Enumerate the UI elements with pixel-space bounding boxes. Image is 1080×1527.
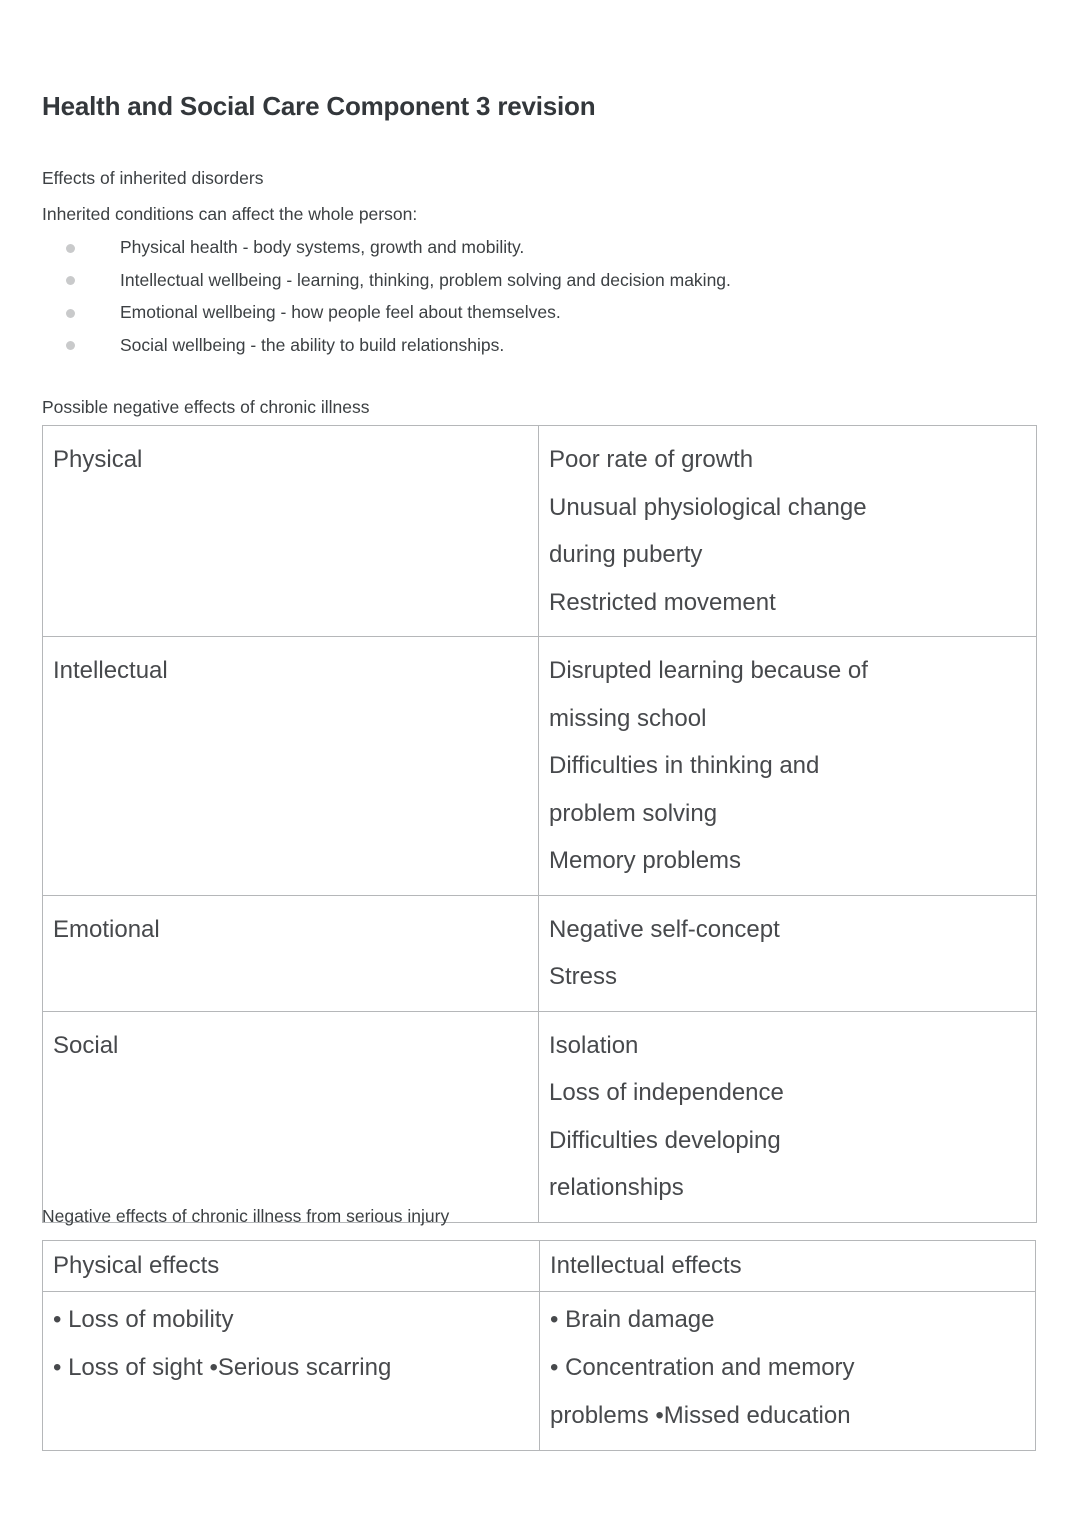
table-row [43,426,1037,637]
effect-line: Restricted movement [549,588,776,616]
bullet-dot-icon [66,309,75,318]
effect-line: • Loss of mobility [53,1306,234,1333]
serious-injury-caption: Negative effects of chronic illness from serious injury [42,1206,450,1226]
column-header: Physical effects [53,1252,220,1279]
table-row [43,1011,1037,1222]
effect-line: Unusual physiological change [549,493,867,521]
table-cell-category [43,637,539,896]
list-item [42,329,1022,362]
effect-line: Memory problems [549,847,742,874]
list-item-label: Intellectual wellbeing - learning, thinking, problem solving and decision making. [120,269,731,290]
table-cell-effects [539,895,1037,1011]
list-item [42,296,1022,329]
effect-line: problems •Missed education [550,1402,851,1429]
effect-line: Loss of independence [549,1079,784,1106]
effect-line: • Brain damage [550,1306,715,1333]
serious-injury-table [42,1240,1036,1451]
table-header-cell-physical [43,1241,540,1292]
table-cell-effects [539,426,1037,637]
table-cell-intellectual-effects [540,1292,1036,1451]
list-item-label: Emotional wellbeing - how people feel about themselves. [120,302,561,322]
category-label: Physical [53,446,143,473]
effect-line: Poor rate of growth [549,446,754,473]
table-row [43,637,1037,896]
table-row [43,1292,1036,1451]
list-item [42,264,1022,297]
effect-line: • Loss of sight •Serious scarring [53,1354,392,1381]
table-header-cell-intellectual [540,1241,1036,1292]
list-item [42,231,1022,264]
bullet-dot-icon [66,276,75,285]
effect-line: Stress [549,963,618,990]
intro-heading: Effects of inherited disorders [42,168,264,188]
intro-lead-in: Inherited conditions can affect the whole person: [42,204,418,224]
effect-line: • Concentration and memory [550,1354,855,1381]
effect-line: during puberty [549,541,703,568]
table-cell-effects [539,1011,1037,1222]
list-item-label: Social wellbeing - the ability to build relationships. [120,334,505,355]
list-item-label: Physical health - body systems, growth and mobility. [120,237,525,257]
effect-line: Difficulties developing [549,1126,781,1154]
table-cell-category [43,1011,539,1222]
effect-line: Difficulties in thinking and [549,752,820,779]
effect-line: relationships [549,1174,684,1201]
effect-line: missing school [549,704,707,732]
category-label: Intellectual [53,657,168,684]
inherited-effects-list [42,231,1022,361]
table-cell-physical-effects [43,1292,540,1451]
intro-block [42,160,1022,232]
bullet-dot-icon [66,244,75,253]
bullet-dot-icon [66,341,75,350]
chronic-illness-caption: Possible negative effects of chronic illness [42,397,370,417]
column-header: Intellectual effects [550,1252,742,1279]
effect-line: Isolation [549,1031,639,1059]
chronic-illness-table [42,425,1037,1223]
category-label: Social [53,1031,119,1059]
table-row [43,895,1037,1011]
table-cell-category [43,895,539,1011]
table-cell-category [43,426,539,637]
table-cell-effects [539,637,1037,896]
effect-line: Negative self-concept [549,915,780,943]
page-title: Health and Social Care Component 3 revision [42,91,596,122]
effect-line: Disrupted learning because of [549,657,868,684]
category-label: Emotional [53,915,160,943]
table-header-row [43,1241,1036,1292]
effect-line: problem solving [549,799,718,827]
